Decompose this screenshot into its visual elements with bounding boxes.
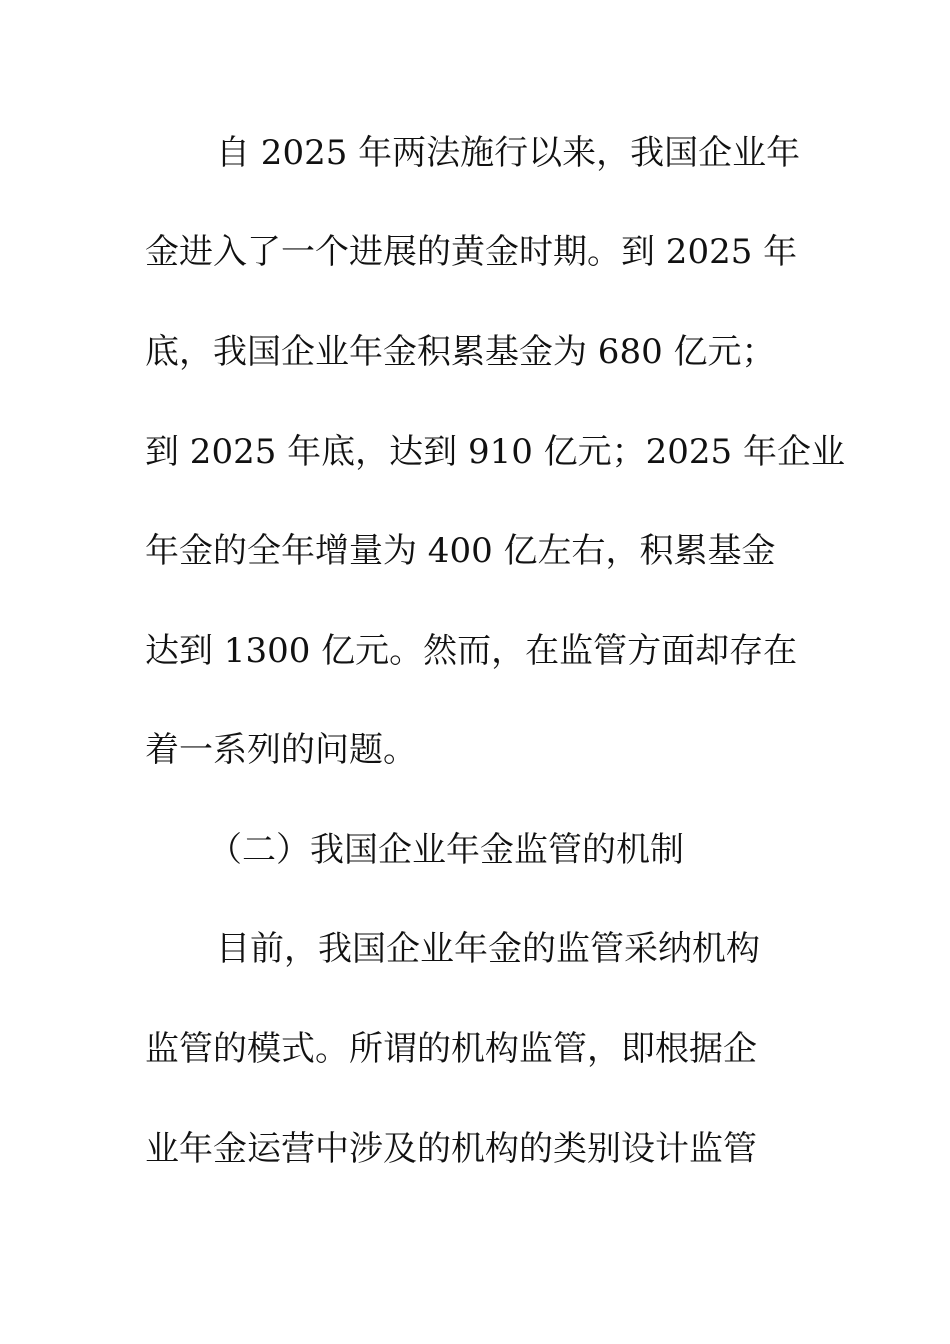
paragraph-1-line-1: 自 2025 年两法施行以来，我国企业年 — [216, 133, 801, 173]
paragraph-1-line-3: 底，我国企业年金积累基金为 680 亿元； — [145, 332, 776, 372]
paragraph-1-line-4: 到 2025 年底，达到 910 亿元；2025 年企业 — [145, 432, 845, 472]
paragraph-1-line-2: 金进入了一个进展的黄金时期。到 2025 年 — [145, 232, 798, 272]
paragraph-1-line-5: 年金的全年增量为 400 亿左右，积累基金 — [145, 531, 776, 571]
paragraph-2-line-2: 监管的模式。所谓的机构监管，即根据企 — [145, 1029, 757, 1069]
paragraph-2-line-3: 业年金运营中涉及的机构的类别设计监管 — [145, 1129, 757, 1169]
section-heading: （二）我国企业年金监管的机制 — [208, 830, 684, 870]
paragraph-1-line-6: 达到 1300 亿元。然而，在监管方面却存在 — [145, 631, 798, 671]
paragraph-1-line-7: 着一系列的问题。 — [145, 730, 417, 770]
paragraph-2-line-1: 目前，我国企业年金的监管采纳机构 — [216, 929, 760, 969]
